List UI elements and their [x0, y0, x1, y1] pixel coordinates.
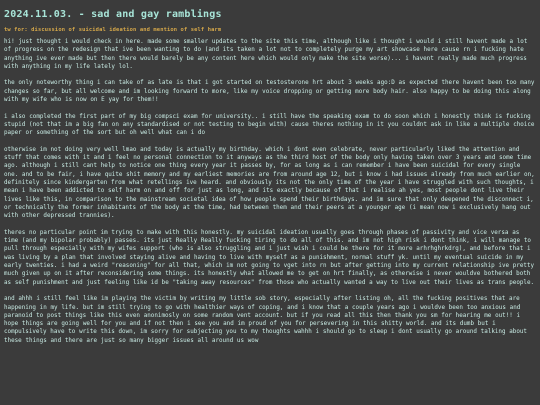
post-paragraph-6: and ahhh i still feel like im playing the victim by writing my little sob story, especially after listing oh, all the fucking positives that are happening in my life. but im still trying to go with healthier ways of coping, and i know that a couple years ago i wouldve been too anxious and paranoid to post things like this even anonimosly on some random vent account. but if you read all this then thank you sm for hearing me out!! i hope things are going well for you and if not then i see you and im proud of you for persevering in this shitty world. and its dumb but i compulsively have to write this down, im sorry for subjecting you to my thoughts wahhh i should go to sleep i dont usually go around talking about these things and there are just so many bigger issues all around us wow [4, 296, 527, 344]
post-paragraph-5: theres no particular point im trying to make with this honestly. my suicidal ideation usually goes through phases of passivity and vice versa as time (and my bipolar probably) passes. its just Really Really fucking tiring to do all of this. and im not high risk i dont think, i will manage to pull through especially with my wifes support (who is also struggling and i just wish i could be there for it more arhrhghrkdrg), and before that i was living by a plan that involved staying alive and having to live with myself as a punishment, normal stuff yk. until my eventual suicide in my early twenties. i had a weird "reasoning" for all that, which im not going to vget into rn but after getting into my current relationship ive pretty much given up on it after reconsidering some things. its honestly what allowed me to get on hrt finally, as otherwise i never wouldve bothered both as self punishment and just feeling like id be "taking away resources" from those who actually wanted a way to live out their lives as trans people. [4, 229, 535, 286]
post-paragraph-4: otherwise im not doing very well lmao and today is actually my birthday. which i dont even celebrate, never particularly liked the attention and stuff that comes with it and i feel no personal connection to it anyways as the third host of the body only having taken over 3 years and some time ago. although i still cant help to notice one thing every year it passes by, for as long as i can remember i have been suicidal for every single one. and to be fair, i have quite shit memory and my earliest memories are from around age 12, but i know i had issues already from much earlier on, definitely since kindergarten from what retellings ive heard. and obviously its not the only time of the year i have struggled with such thoughts, i mean i have been addicted to self harm on and off for just as long, and its exactly because of that i realise ah yes, most people dont live their lives like this, in comparison to the mainstream societal idea of how people spend their birthdays. and im sure that only deepened the disconnect i, or technically the former inhabitants of the body at the time, had between them and their peers at a younger age (i mean now i exclusively hang out with other depressed trannies). [4, 146, 535, 220]
content-warning: tw for: discussion of suicidal ideation and mention of self harm [4, 27, 222, 33]
post-paragraph-2: the only noteworthy thing i can take of as late is that i got started on testosterone hrt about 3 weeks ago:D as expected there havent been too many changes so far, but all welcome and im looking forward to more, like my voice dropping or getting more body hair. also happy to be doing this along with my wife who is now on E yay for them!! [4, 80, 535, 104]
post-title: 2024.11.03. - sad and gay ramblings [4, 9, 222, 20]
post-paragraph-3: i also completed the first part of my big compsci exam for university.. i still have the speaking exam to do soon which i honestly think is fucking stupid (not that im a big fan on any standardised or not testing to begin with) cause theres nothing in it you couldnt ask in like a multiple choice paper or something of the sort but oh well what can i do [4, 113, 535, 137]
post-paragraph-1: hi! just thought i would check in here. made some smaller updates to the site this time, although like i thought i would i still havent made a lot of progress on the redesign that ive been wanting to do (and its taken a lot not to completely purge my art showcase here cause rn i fucking hate anything ive ever made but then there would barely be any content here which would only make the site worse)... i havent really made much progress with anything in my life lately lol. [4, 39, 528, 70]
